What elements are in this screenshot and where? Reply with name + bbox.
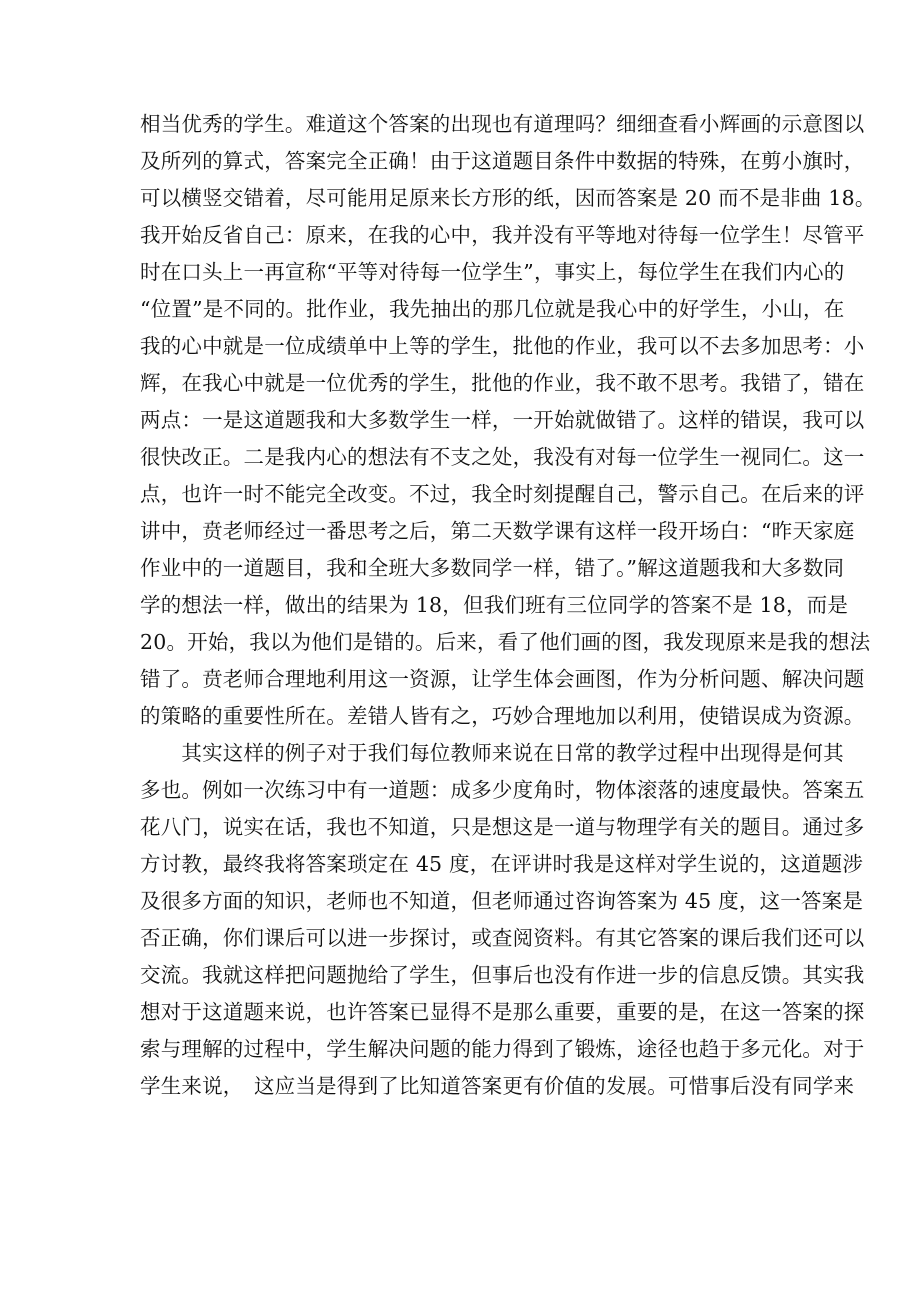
text-line: 否正确，你们课后可以进一步探讨，或查阅资料。有其它答案的课后我们还可以 — [140, 926, 865, 950]
text-line: 作业中的一道题目，我和全班大多数同学一样，错了。”解这道题我和大多数同 — [140, 556, 845, 580]
text-line: 时在口头上一再宣称“平等对待每一位学生”，事实上，每位学生在我们内心的 — [140, 260, 845, 284]
text-line: 及所列的算式，答案完全正确！由于这道题目条件中数据的特殊，在剪小旗时， — [140, 149, 865, 173]
text-line: 可以横竖交错着，尽可能用足原来长方形的纸，因而答案是 20 而不是非曲 18。 — [140, 186, 876, 210]
paragraph-start-line: 其实这样的例子对于我们每位教师来说在日常的教学过程中出现得是何其 — [140, 741, 844, 765]
text-line: 多也。例如一次练习中有一道题：成多少度角时，物体滚落的速度最快。答案五 — [140, 778, 865, 802]
document-body — [140, 106, 876, 1105]
text-line: 辉，在我心中就是一位优秀的学生，批他的作业，我不敢不思考。我错了，错在 — [140, 371, 865, 395]
text-line: 讲中，贲老师经过一番思考之后，第二天数学课有这样一段开场白：“昨天家庭 — [140, 519, 855, 543]
text-line: 学生来说， 这应当是得到了比知道答案更有价值的发展。可惜事后没有同学来 — [140, 1074, 855, 1098]
text-line: 我的心中就是一位成绩单中上等的学生，批他的作业，我可以不去多加思考：小 — [140, 334, 865, 358]
text-line: 很快改正。二是我内心的想法有不支之处，我没有对每一位学生一视同仁。这一 — [140, 445, 865, 469]
text-line: 及很多方面的知识，老师也不知道，但老师通过咨询答案为 45 度，这一答案是 — [140, 889, 864, 913]
text-line: 想对于这道题来说，也许答案已显得不是那么重要，重要的是，在这一答案的探 — [140, 1000, 865, 1024]
text-line: 错了。贲老师合理地利用这一资源，让学生体会画图，作为分析问题、解决问题 — [140, 667, 865, 691]
text-line: 点，也许一时不能完全改变。不过，我全时刻提醒自己，警示自己。在后来的评 — [140, 482, 865, 506]
text-line: 我开始反省自己：原来，在我的心中，我并没有平等地对待每一位学生！尽管平 — [140, 223, 865, 247]
text-line: 学的想法一样，做出的结果为 18，但我们班有三位同学的答案不是 18，而是 — [140, 593, 849, 617]
text-line: 20。开始，我以为他们是错的。后来，看了他们画的图，我发现原来是我的想法 — [140, 630, 871, 654]
text-line: 索与理解的过程中，学生解决问题的能力得到了锻炼，途径也趋于多元化。对于 — [140, 1037, 865, 1061]
text-line: 交流。我就这样把问题抛给了学生，但事后也没有作进一步的信息反馈。其实我 — [140, 963, 865, 987]
text-line: “位置”是不同的。批作业，我先抽出的那几位就是我心中的好学生，小山，在 — [140, 297, 845, 321]
text-line: 两点：一是这道题我和大多数学生一样，一开始就做错了。这样的错误，我可以 — [140, 408, 865, 432]
text-line: 方讨教，最终我将答案琐定在 45 度，在评讲时我是这样对学生说的，这道题涉 — [140, 852, 864, 876]
paragraph-end-line: 的策略的重要性所在。差错人皆有之，巧妙合理地加以利用，使错误成为资源。 — [140, 704, 865, 728]
text-line: 花八门，说实在话，我也不知道，只是想这是一道与物理学有关的题目。通过多 — [140, 815, 865, 839]
text-line: 相当优秀的学生。难道这个答案的出现也有道理吗？细细查看小辉画的示意图以 — [140, 112, 865, 136]
